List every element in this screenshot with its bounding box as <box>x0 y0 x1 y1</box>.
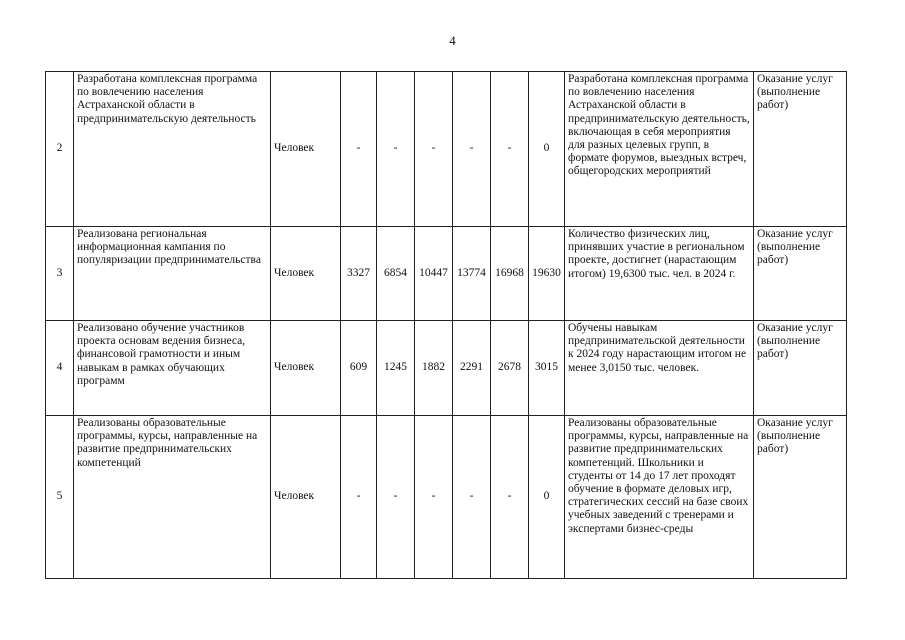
result-name: Реализована региональная информационная кампания по популяризации предпринимательства <box>74 227 271 321</box>
value-cell: 10447 <box>415 227 453 321</box>
value-cell: 1245 <box>377 321 415 416</box>
result-type: Оказание услуг (выполнение работ) <box>754 227 847 321</box>
value-cell: - <box>415 72 453 227</box>
result-name: Разработана комплексная программа по вовлечению населения Астраханской области в предпринимательскую деятельность <box>74 72 271 227</box>
result-type: Оказание услуг (выполнение работ) <box>754 321 847 416</box>
value-cell: 13774 <box>453 227 491 321</box>
result-type: Оказание услуг (выполнение работ) <box>754 416 847 579</box>
unit: Человек <box>271 227 341 321</box>
value-cell: 2291 <box>453 321 491 416</box>
value-cell: - <box>377 416 415 579</box>
value-cell: 3327 <box>341 227 377 321</box>
value-cell: - <box>341 416 377 579</box>
value-cell: - <box>491 72 529 227</box>
unit: Человек <box>271 72 341 227</box>
row-number: 3 <box>46 227 74 321</box>
value-cell: 1882 <box>415 321 453 416</box>
unit: Человек <box>271 321 341 416</box>
value-cell: 6854 <box>377 227 415 321</box>
value-cell: - <box>341 72 377 227</box>
table-row <box>46 321 847 416</box>
value-cell: 0 <box>529 416 565 579</box>
value-cell: - <box>453 416 491 579</box>
result-description: Количество физических лиц, принявших участие в региональном проекте, достигнет (нарастающим итогом) 19,6300 тыс. чел. в 2024 г. <box>565 227 754 321</box>
result-type: Оказание услуг (выполнение работ) <box>754 72 847 227</box>
indicators-table <box>45 71 847 579</box>
value-cell: - <box>491 416 529 579</box>
value-cell: 16968 <box>491 227 529 321</box>
result-description: Реализованы образовательные программы, курсы, направленные на развитие предпринимательских компетенций. Школьники и студенты от 14 до 17 лет проходят обучение в формате деловых игр, стратегических сессий на базе своих учебных заведений с тренерами и экспертами бизнес-среды <box>565 416 754 579</box>
value-cell: 609 <box>341 321 377 416</box>
row-number: 5 <box>46 416 74 579</box>
table-row <box>46 72 847 227</box>
table-row <box>46 416 847 579</box>
row-number: 2 <box>46 72 74 227</box>
result-description: Обучены навыкам предпринимательской деятельности к 2024 году нарастающим итогом не менее 3,0150 тыс. человек. <box>565 321 754 416</box>
page-number: 4 <box>449 33 456 48</box>
value-cell: - <box>415 416 453 579</box>
value-cell: 3015 <box>529 321 565 416</box>
value-cell: - <box>377 72 415 227</box>
table-row <box>46 227 847 321</box>
value-cell: - <box>453 72 491 227</box>
unit: Человек <box>271 416 341 579</box>
value-cell: 2678 <box>491 321 529 416</box>
row-number: 4 <box>46 321 74 416</box>
value-cell: 19630 <box>529 227 565 321</box>
result-description: Разработана комплексная программа по вовлечению населения Астраханской области в предпринимательскую деятельность, включающая в себя мероприятия для разных целевых групп, в формате форумов, выездных встреч, общегородских мероприятий <box>565 72 754 227</box>
result-name: Реализовано обучение участников проекта основам ведения бизнеса, финансовой грамотности и иным навыкам в рамках обучающих программ <box>74 321 271 416</box>
result-name: Реализованы образовательные программы, курсы, направленные на развитие предпринимательских компетенций <box>74 416 271 579</box>
value-cell: 0 <box>529 72 565 227</box>
